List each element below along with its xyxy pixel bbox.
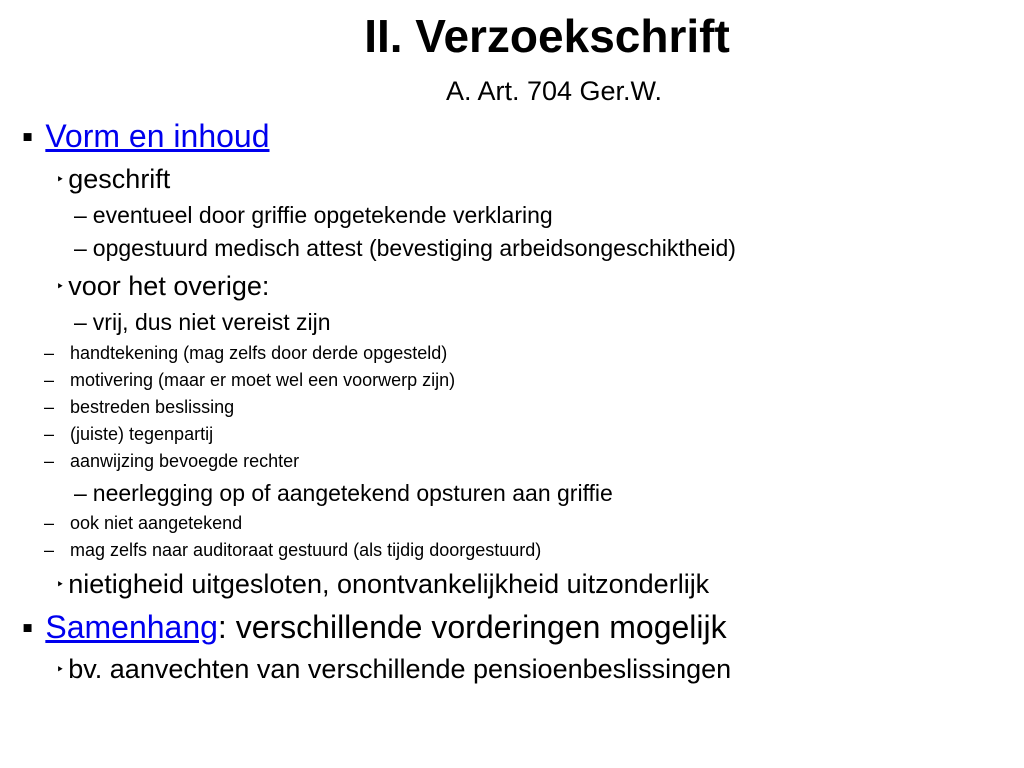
level4-item xyxy=(44,422,213,446)
level4-item-text: motivering (maar er moet wel een voorwerp zijn) xyxy=(70,370,456,390)
level4-item xyxy=(44,449,299,473)
dash-marker: – xyxy=(74,202,87,228)
sub-bullet-bv xyxy=(56,652,731,686)
level4-item-text: mag zelfs naar auditoraat gestuurd (als tijdig doorgestuurd) xyxy=(70,540,542,560)
level4-item xyxy=(44,511,242,535)
level4-item-text: ook niet aangetekend xyxy=(70,513,243,533)
level4-item xyxy=(44,538,541,562)
link-samenhang[interactable]: Samenhang xyxy=(45,609,218,645)
bullet-samenhang xyxy=(22,607,727,647)
level4-item xyxy=(44,368,455,392)
level4-item-text: bestreden beslissing xyxy=(70,397,235,417)
dash-item xyxy=(74,233,736,263)
dash-marker: – xyxy=(44,540,55,560)
sub-bullet-text: bv. aanvechten van verschillende pensioenbeslissingen xyxy=(68,654,732,684)
dash-marker: – xyxy=(44,397,55,417)
dash-marker: – xyxy=(44,451,55,471)
sub-bullet-nietigheid xyxy=(56,567,709,601)
dash-item-text: opgestuurd medisch attest (bevestiging arbeidsongeschiktheid) xyxy=(92,235,736,261)
level4-item-text: aanwijzing bevoegde rechter xyxy=(70,451,300,471)
dash-marker: – xyxy=(44,370,55,390)
triangle-bullet-icon: ‣ xyxy=(56,171,65,187)
dash-item xyxy=(74,478,613,508)
slide-title: II. Verzoekschrift xyxy=(364,10,730,62)
sub-bullet-text: geschrift xyxy=(68,164,171,194)
dash-marker: – xyxy=(44,513,55,533)
sub-bullet-geschrift xyxy=(56,162,170,196)
dash-marker: – xyxy=(74,309,87,335)
slide-subtitle: A. Art. 704 Ger.W. xyxy=(445,76,663,106)
bullet-vorm-en-inhoud xyxy=(22,116,270,156)
sub-bullet-text: voor het overige: xyxy=(68,271,270,301)
dash-marker: – xyxy=(74,235,87,261)
bullet-text: : verschillende vorderingen mogelijk xyxy=(217,609,727,645)
level4-item xyxy=(44,341,447,365)
level4-item xyxy=(44,395,234,419)
dash-marker: – xyxy=(74,480,87,506)
dash-item-text: eventueel door griffie opgetekende verklaring xyxy=(92,202,553,228)
dash-item xyxy=(74,307,331,337)
dash-marker: – xyxy=(44,343,55,363)
level4-item-text: handtekening (mag zelfs door derde opgesteld) xyxy=(70,343,448,363)
dash-item xyxy=(74,200,553,230)
triangle-bullet-icon: ‣ xyxy=(56,278,65,294)
dash-item-text: neerlegging op of aangetekend opsturen aan griffie xyxy=(92,480,613,506)
dash-item-text: vrij, dus niet vereist zijn xyxy=(92,309,331,335)
sub-bullet-text: nietigheid uitgesloten, onontvankelijkheid uitzonderlijk xyxy=(68,569,710,599)
square-bullet-icon: ▪ xyxy=(22,118,34,154)
level4-item-text: (juiste) tegenpartij xyxy=(70,424,214,444)
dash-marker: – xyxy=(44,424,55,444)
triangle-bullet-icon: ‣ xyxy=(56,661,65,677)
triangle-bullet-icon: ‣ xyxy=(56,576,65,592)
link-vorm-en-inhoud[interactable]: Vorm en inhoud xyxy=(45,118,270,154)
sub-bullet-voor-het-overige xyxy=(56,269,269,303)
square-bullet-icon: ▪ xyxy=(22,609,34,645)
